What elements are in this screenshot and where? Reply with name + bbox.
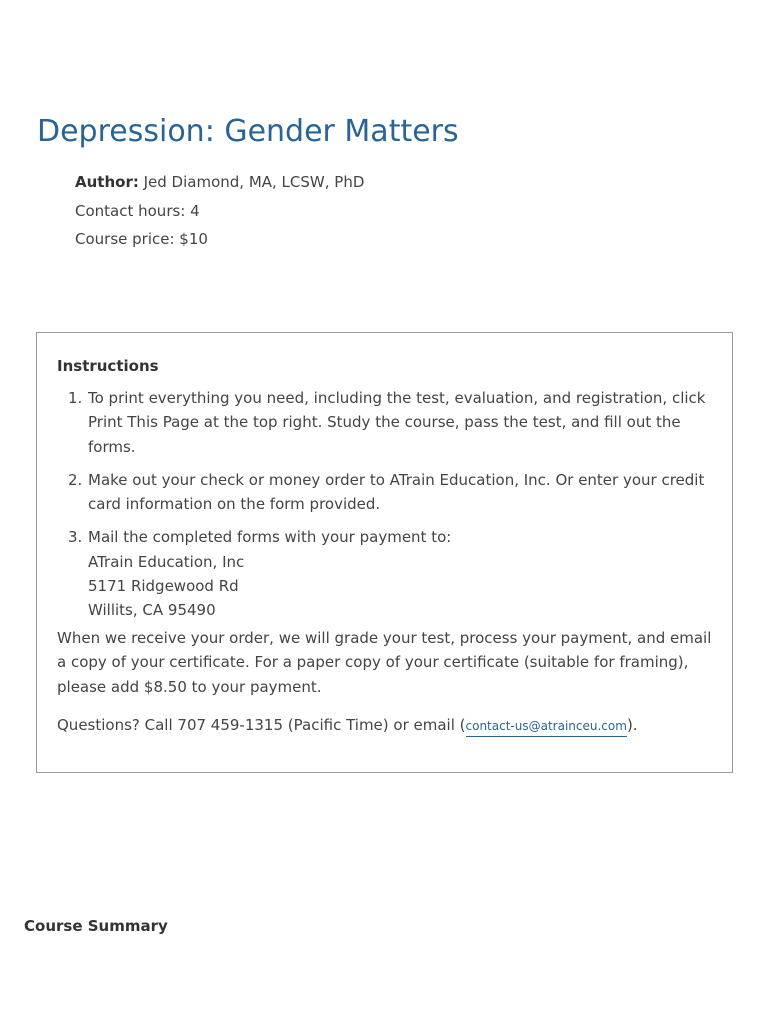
step-text: Make out your check or money order to ATrain Education, Inc. Or enter your credit card information on the form provided.	[88, 470, 705, 514]
step-number: 3.	[68, 528, 83, 547]
contact-email-link[interactable]: contact-us@atrainceu.com	[466, 719, 627, 737]
course-price: Course price: $10	[75, 230, 208, 248]
address-line-company: ATrain Education, Inc	[88, 552, 245, 571]
contact-hours: Contact hours: 4	[75, 201, 200, 220]
instruction-step-1	[57, 386, 717, 459]
instructions-steps	[57, 386, 717, 632]
instructions-heading: Instructions	[57, 357, 159, 375]
step-number: 2.	[68, 470, 83, 489]
course-summary-heading: Course Summary	[24, 917, 168, 935]
address-line-city: Willits, CA 95490	[88, 601, 216, 620]
page-title: Depression: Gender Matters	[37, 114, 459, 149]
instruction-step-2	[57, 468, 717, 517]
step-text: To print everything you need, including the test, evaluation, and registration, click Print This Page at the top right. Study the course, pass the test, and fill out the forms.	[88, 389, 706, 456]
questions-prefix: Questions? Call 707 459-1315 (Pacific Time) or email (	[57, 716, 466, 734]
step-number: 1.	[68, 389, 83, 407]
author-row	[75, 172, 364, 201]
questions-suffix: ).	[626, 716, 638, 734]
author-label: Author:	[75, 173, 139, 191]
order-processing-note: When we receive your order, we will grade your test, process your payment, and email a copy of your certificate. For a paper copy of your certificate (suitable for framing), please add $8.50 to your payment.	[57, 629, 712, 696]
instructions-box	[36, 332, 733, 773]
course-meta	[75, 172, 364, 258]
instruction-step-3	[57, 525, 717, 622]
step-text: Mail the completed forms with your payment to:	[88, 528, 452, 547]
author-value: Jed Diamond, MA, LCSW, PhD	[138, 173, 365, 191]
questions-contact	[57, 713, 717, 738]
address-line-street: 5171 Ridgewood Rd	[88, 577, 239, 596]
